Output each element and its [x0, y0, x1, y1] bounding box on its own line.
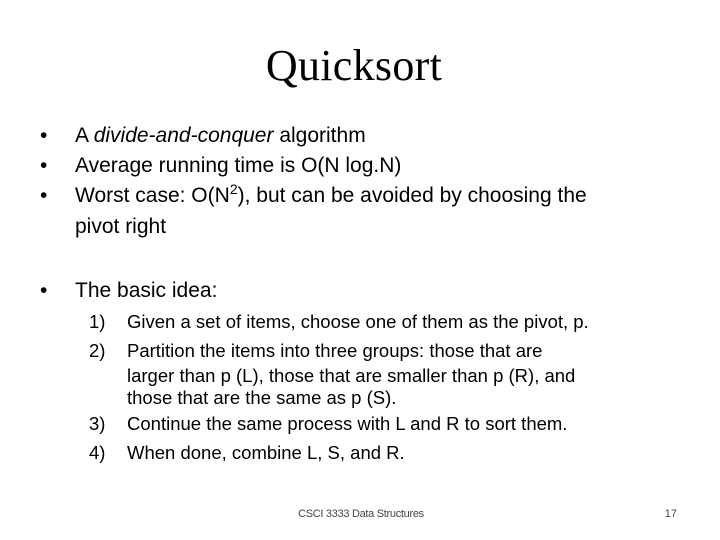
list-text-continuation: those that are the same as p (S). — [127, 387, 397, 408]
bullet-list — [40, 121, 700, 242]
list-item — [89, 438, 699, 467]
bullet-text: Average running time is O(N log.N) — [75, 154, 402, 177]
list-number: 4) — [89, 442, 106, 463]
footer-course-name: CSCI 3333 Data Structures — [298, 508, 424, 520]
bullet-marker: • — [40, 124, 48, 147]
bullet-text-emphasis: divide-and-conquer — [93, 124, 274, 147]
bullet-text: The basic idea: — [75, 279, 218, 302]
numbered-list — [89, 307, 699, 467]
bullet-text-pre: Worst case: O(N — [75, 184, 230, 207]
bullet-text — [75, 181, 587, 212]
list-text: When done, combine L, S, and R. — [127, 442, 405, 463]
list-item — [89, 336, 699, 365]
bullet-marker: • — [40, 154, 48, 177]
bullet-item — [40, 276, 217, 306]
bullet-text-post: ), but can be avoided by choosing the — [237, 184, 587, 207]
list-number: 2) — [89, 340, 106, 361]
list-text: Continue the same process with L and R to sort them. — [127, 413, 568, 434]
list-number: 3) — [89, 413, 106, 434]
superscript: 2 — [229, 181, 238, 197]
bullet-marker: • — [40, 184, 48, 207]
list-text: Partition the items into three groups: those that are — [127, 340, 543, 361]
bullet-text-suffix: algorithm — [273, 124, 366, 147]
bullet-marker: • — [40, 279, 48, 302]
bullet-continuation: pivot right — [75, 215, 167, 238]
bullet-item — [40, 151, 700, 181]
bullet-item — [40, 181, 700, 212]
slide-title: Quicksort — [265, 41, 443, 90]
bullet-item — [40, 121, 700, 151]
page-number: 17 — [664, 508, 677, 520]
list-text: Given a set of items, choose one of them as the pivot, p. — [127, 311, 589, 332]
list-item — [89, 409, 699, 438]
list-number: 1) — [89, 311, 106, 332]
bullet-text — [75, 121, 366, 151]
bullet-text-prefix: A — [75, 124, 94, 147]
list-text-continuation: larger than p (L), those that are smaller than p (R), and — [127, 365, 576, 386]
list-item — [89, 307, 699, 336]
